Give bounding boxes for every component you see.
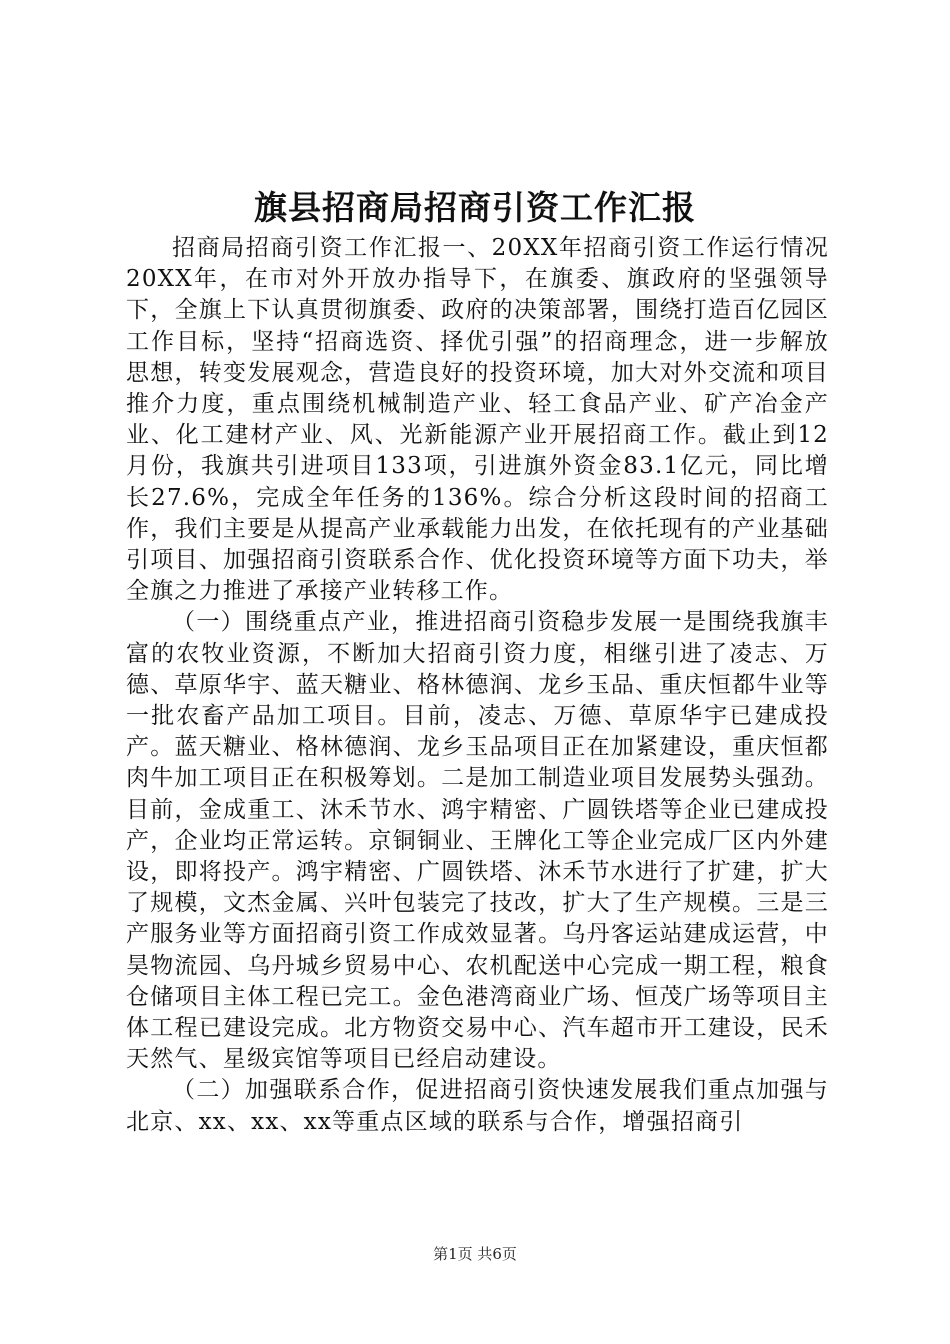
page-footer: 第1页 共6页	[433, 1245, 517, 1263]
document-body	[126, 233, 829, 1138]
paragraph-intro: 招商局招商引资工作汇报一、20XX年招商引资工作运行情况20XX年，在市对外开放办指导下，在旗委、旗政府的坚强领导下，全旗上下认真贯彻旗委、政府的决策部署，围绕打造百亿园区工作目标，坚持“招商选资、择优引强”的招商理念，进一步解放思想，转变发展观念，营造良好的投资环境，加大对外交流和项目推介力度，重点围绕机械制造产业、轻工食品产业、矿产冶金产业、化工建材产业、风、光新能源产业开展招商工作。截止到12月份，我旗共引进项目133项，引进旗外资金83.1亿元，同比增长27.6%，完成全年任务的136%。综合分析这段时间的招商工作，我们主要是从提高产业承载能力出发，在依托现有的产业基础引项目、加强招商引资联系合作、优化投资环境等方面下功夫，举全旗之力推进了承接产业转移工作。	[126, 235, 829, 605]
document-title: 旗县招商局招商引资工作汇报	[254, 188, 696, 227]
paragraph-section-one: （一）围绕重点产业，推进招商引资稳步发展一是围绕我旗丰富的农牧业资源，不断加大招商引资力度，相继引进了凌志、万德、草原华宇、蓝天糖业、格林德润、龙乡玉品、重庆恒都牛业等一批农畜产品加工项目。目前，凌志、万德、草原华宇已建成投产。蓝天糖业、格林德润、龙乡玉品项目正在加紧建设，重庆恒都肉牛加工项目正在积极筹划。二是加工制造业项目发展势头强劲。目前，金成重工、沐禾节水、鸿宇精密、广圆铁塔等企业已建成投产，企业均正常运转。京铜铜业、王牌化工等企业完成厂区内外建设，即将投产。鸿宇精密、广圆铁塔、沐禾节水进行了扩建，扩大了规模，文杰金属、兴叶包装完了技改，扩大了生产规模。三是三产服务业等方面招商引资工作成效显著。乌丹客运站建成运营，中昊物流园、乌丹城乡贸易中心、农机配送中心完成一期工程，粮食仓储项目主体工程已完工。金色港湾商业广场、恒茂广场等项目主体工程已建设完成。北方物资交易中心、汽车超市开工建设，民禾天然气、星级宾馆等项目已经启动建设。	[126, 609, 829, 1073]
paragraph-section-two: （二）加强联系合作，促进招商引资快速发展我们重点加强与北京、xx、xx、xx等重点区域的联系与合作，增强招商引	[126, 1077, 829, 1135]
